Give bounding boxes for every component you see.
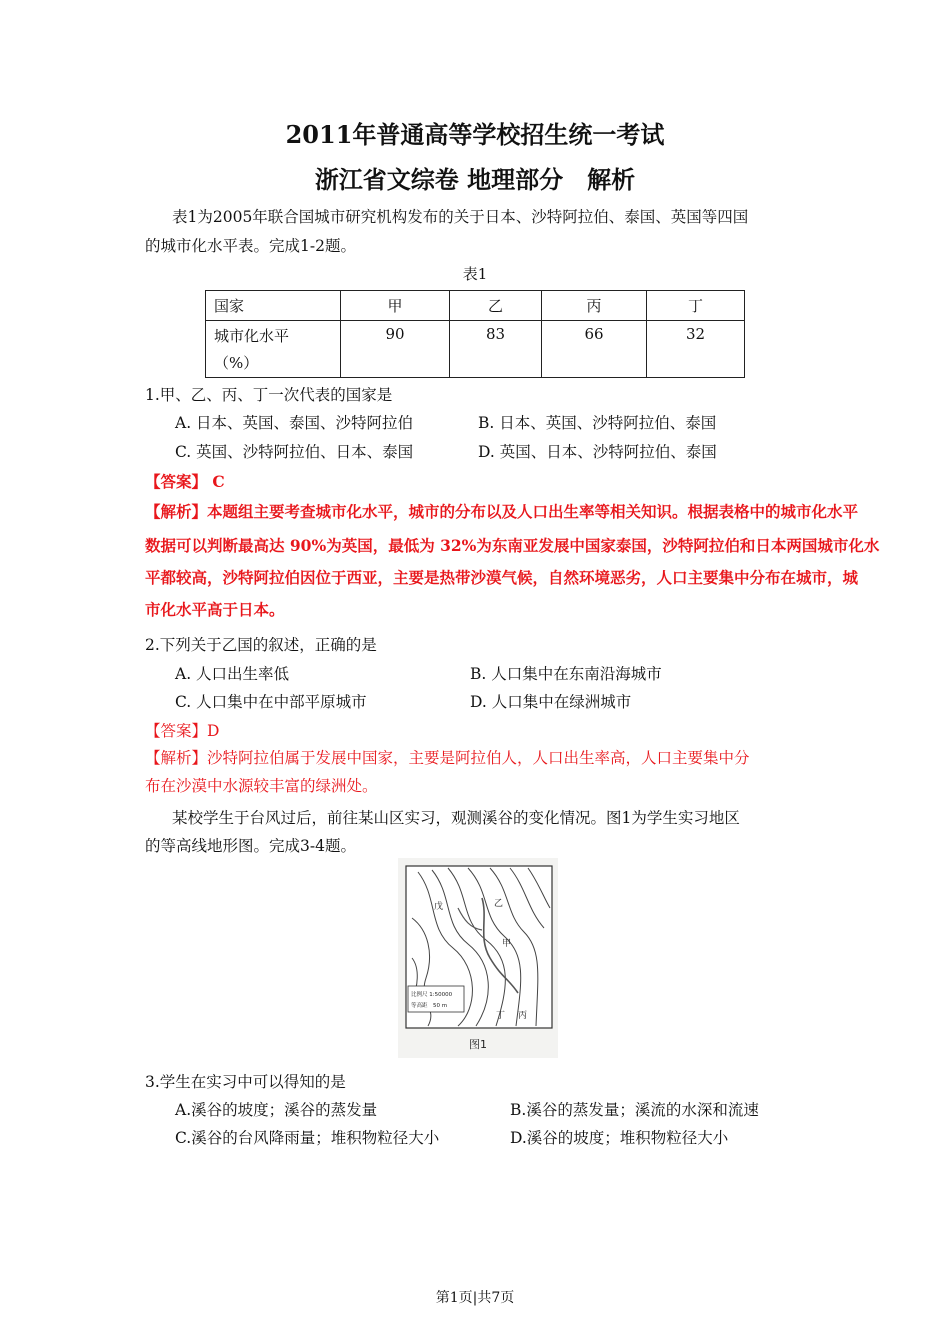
q3-option-d: D.溪谷的坡度；堆积物粒径大小 bbox=[510, 1129, 729, 1147]
intro-text-4: 的等高线地形图。完成3-4题。 bbox=[145, 837, 356, 855]
q2-option-c: C. 人口集中在中部平原城市 bbox=[175, 693, 367, 711]
figure-caption: 图1 bbox=[469, 1038, 487, 1051]
q2-option-b: B. 人口集中在东南沿海城市 bbox=[470, 665, 662, 683]
map-label-yi: 乙 bbox=[494, 899, 504, 909]
table-header-cell: 丁 bbox=[647, 291, 745, 321]
map-label-ding: 丁 bbox=[496, 1011, 506, 1021]
urbanization-table bbox=[205, 290, 745, 378]
question-3-stem: 3.学生在实习中可以得知的是 bbox=[145, 1073, 346, 1091]
q1-answer: 【答案】 C bbox=[145, 472, 225, 491]
q1-option-b: B. 日本、英国、沙特阿拉伯、泰国 bbox=[478, 414, 717, 432]
question-1-stem: 1.甲、乙、丙、丁一次代表的国家是 bbox=[145, 386, 393, 404]
map-label-wu: 戊 bbox=[434, 902, 444, 912]
map-label-bing: 丙 bbox=[518, 1011, 528, 1021]
q1-option-d: D. 英国、日本、沙特阿拉伯、泰国 bbox=[478, 443, 717, 461]
page-footer: 第1页|共7页 bbox=[435, 1290, 515, 1306]
contour-map-figure bbox=[398, 858, 558, 1058]
table-row-label bbox=[206, 321, 341, 378]
map-label-jia: 甲 bbox=[502, 939, 512, 949]
q2-option-d: D. 人口集中在绿洲城市 bbox=[470, 693, 632, 711]
question-2-stem: 2.下列关于乙国的叙述，正确的是 bbox=[145, 636, 377, 654]
table-row bbox=[206, 321, 745, 378]
q1-analysis-line: 数据可以判断最高达 90%为英国，最低为 32%为东南亚发展中国家泰国，沙特阿拉伯和日本两国城市化水 bbox=[145, 536, 880, 555]
exam-title: 2011年普通高等学校招生统一考试 bbox=[285, 120, 665, 149]
table-cell: 83 bbox=[450, 321, 542, 378]
q1-analysis-line: 【解析】本题组主要考查城市化水平，城市的分布以及人口出生率等相关知识。根据表格中的城市化水平 bbox=[145, 502, 859, 521]
q1-option-c: C. 英国、沙特阿拉伯、日本、泰国 bbox=[175, 443, 414, 461]
exam-subtitle: 浙江省文综卷 地理部分 解析 bbox=[314, 165, 636, 194]
intro-text-2: 的城市化水平表。完成1-2题。 bbox=[145, 237, 356, 255]
q3-option-a: A.溪谷的坡度；溪谷的蒸发量 bbox=[175, 1101, 378, 1119]
q1-analysis-line: 平都较高，沙特阿拉伯因位于西亚，主要是热带沙漠气候，自然环境恶劣，人口主要集中分布在城市，城 bbox=[145, 568, 859, 587]
row-label-line2: （%） bbox=[214, 354, 259, 372]
table-header-row bbox=[206, 291, 745, 321]
intro-text-3: 某校学生于台风过后，前往某山区实习，观测溪谷的变化情况。图1为学生实习地区 bbox=[172, 809, 740, 827]
intro-text-1: 表1为2005年联合国城市研究机构发布的关于日本、沙特阿拉伯、泰国、英国等四国 bbox=[172, 208, 749, 226]
table-header-cell: 丙 bbox=[542, 291, 647, 321]
q1-option-a: A. 日本、英国、泰国、沙特阿拉伯 bbox=[175, 414, 414, 432]
row-label-line1: 城市化水平 bbox=[214, 327, 290, 345]
q2-analysis-line: 布在沙漠中水源较丰富的绿洲处。 bbox=[145, 777, 378, 795]
map-scale-text: 比例尺 1:50000 bbox=[411, 992, 453, 998]
q2-analysis-line: 【解析】沙特阿拉伯属于发展中国家，主要是阿拉伯人，人口出生率高，人口主要集中分 bbox=[145, 749, 750, 767]
q3-option-b: B.溪谷的蒸发量；溪流的水深和流速 bbox=[510, 1101, 759, 1119]
table-header-cell: 乙 bbox=[450, 291, 542, 321]
q3-option-c: C.溪谷的台风降雨量；堆积物粒径大小 bbox=[175, 1129, 440, 1147]
q1-analysis-line: 市化水平高于日本。 bbox=[145, 600, 285, 619]
q2-answer: 【答案】D bbox=[145, 722, 220, 740]
map-contour-interval-text: 等高距 50 m bbox=[411, 1003, 448, 1009]
table-caption: 表1 bbox=[462, 265, 488, 283]
table-cell: 32 bbox=[647, 321, 745, 378]
q2-option-a: A. 人口出生率低 bbox=[175, 665, 290, 683]
table-cell: 90 bbox=[341, 321, 450, 378]
table-cell: 66 bbox=[542, 321, 647, 378]
table-header-cell: 甲 bbox=[341, 291, 450, 321]
table-header-cell: 国家 bbox=[206, 291, 341, 321]
